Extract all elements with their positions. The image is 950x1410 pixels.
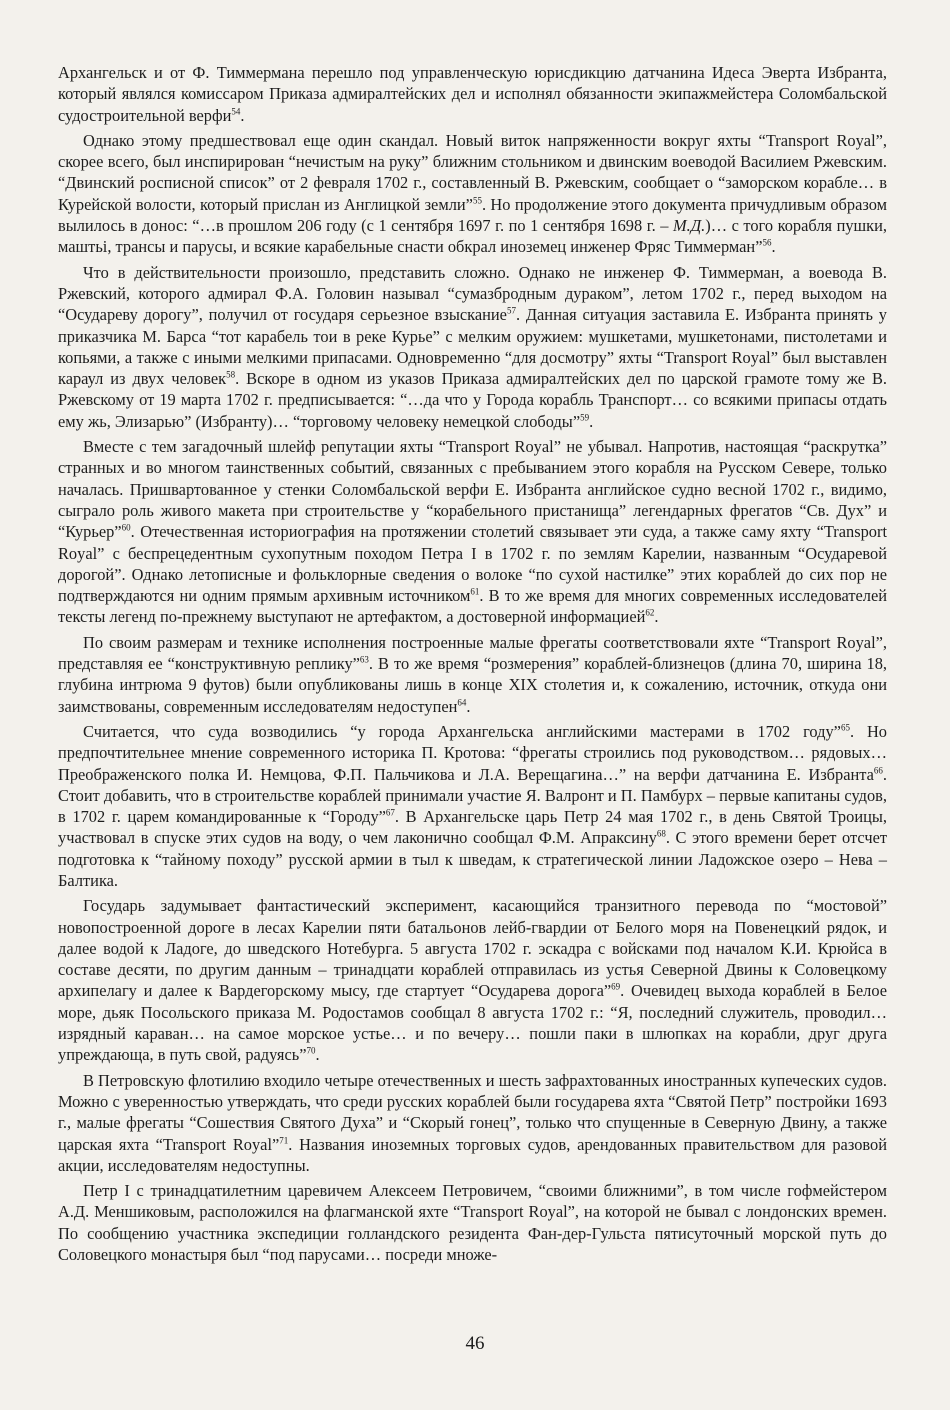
text-run: . xyxy=(315,1045,320,1065)
text-run: По своим размерам и технике исполнения построенные малые фрегаты соответствовали яхте “Transport Royal”, представляя ее “конструктивную реплику” xyxy=(58,632,887,674)
paragraph xyxy=(58,721,887,891)
footnote-marker: 64 xyxy=(457,697,467,708)
footnote-marker: 70 xyxy=(306,1045,316,1056)
footnote-marker: 58 xyxy=(226,369,236,380)
footnote-marker: 56 xyxy=(762,237,772,248)
text-run: Считается, что суда возводились “у города Архангельска английскими мастерами в 1702 году” xyxy=(83,721,841,741)
text-run: . xyxy=(466,696,471,716)
text-run: . С этого времени берет отсчет подготовка к “тайному походу” русской армии в тыл к шведам, к стратегической линии Ладожское озеро – Нева – Балтика. xyxy=(58,828,888,890)
footnote-marker: 67 xyxy=(385,807,395,818)
text-run: Государь задумывает фантастический эксперимент, касающийся транзитного перевода по “мостовой” новопостроенной дороге в лесах Карелии пяти батальонов лейб-гвардии от Белого моря на Повенецкий рядок, и далее водой к Ладоге, до шведского Нотебурга. 5 августа 1702 г. эскадра с войсками под началом К.И. Крюйса в составе десяти, по другим данным – тринадцати кораблей отправилась из устья Северной Двины к Соловецкому архипелагу и далее к Вардегорскому мысу, где стартует “Осударева дорога” xyxy=(58,896,887,1001)
text-run: Петр I с тринадцатилетним царевичем Алексеем Петровичем, “своими ближними”, в том числе гофмейстером А.Д. Меншиковым, расположился на флагманской яхте “Transport Royal”, на которой не бывал с лондонских времен. По сообщению участника экспедиции голландского резидента Фан-дер-Гульста пятисуточный морской путь до Соловецкого монастыря был “под парусами… посреди множе- xyxy=(58,1181,887,1265)
text-run: Однако этому предшествовал еще один скандал. Новый виток напряженности вокруг яхты “Transport Royal”, скорее всего, был инспирирован “нечистым на руку” ближним стольником и двинским воеводой Василием Ржевским. “Двинский росписной список” от 2 февраля 1702 г., составленный В. Ржевским, сообщает о “заморском корабле… в Курейской волости, который прислан из Англицкой земли” xyxy=(58,130,887,214)
text-run: . xyxy=(771,237,776,257)
paragraph xyxy=(58,632,887,717)
text-run: . Стоит добавить, что в строительстве кораблей принимали участие Я. Валронт и П. Памбурх – первые капитаны судов, в 1702 г. царем командированные к “Городу” xyxy=(58,764,887,827)
paragraph xyxy=(58,62,887,126)
paragraph xyxy=(58,1180,887,1265)
text-run: Архангельск и от Ф. Тиммермана перешло под управленческую юрисдикцию датчанина Идеса Эверта Избранта, который являлся комиссаром Приказа адмиралтейских дел и исполнял обязанности экипажмейстера Соломбальской судостроительной верфи xyxy=(58,63,887,125)
text-run: . Но предпочтительнее мнение современного историка П. Кротова: “фрегаты строились под руководством… рядовых… Преображенского полка И. Немцова, Ф.П. Пальчикова и Л.А. Верещагина…” на верфи датчанина Е. Избранта xyxy=(58,721,887,784)
paragraph xyxy=(58,895,887,1065)
italic-initials: М.Д. xyxy=(672,216,706,236)
page-body xyxy=(58,62,887,1269)
text-run: Что в действительности произошло, представить сложно. Однако не инженер Ф. Тиммерман, а воевода В. Ржевский, которого адмирал Ф.А. Головин называл “сумазбродным дураком”, летом 1702 г., перед выходом на “Осудареву дорогу”, получил от государя серьезное взыскание xyxy=(58,262,887,325)
text-run: . В то же время “розмерения” кораблей-близнецов (длина 70, ширина 18, глубина интрюма 9 футов) были опубликованы лишь в конце XIX столетия и, к сожалению, источник, откуда они заимствованы, современным исследователям недоступен xyxy=(58,654,887,716)
footnote-marker: 66 xyxy=(873,765,883,776)
paragraph xyxy=(58,1070,887,1176)
footnote-marker: 65 xyxy=(840,722,850,733)
footnote-marker: 68 xyxy=(656,828,666,839)
footnote-marker: 71 xyxy=(279,1135,289,1146)
paragraph xyxy=(58,262,887,432)
text-run: . Данная ситуация заставила Е. Избранта принять у приказчика М. Барса “тот карабель тои в реке Курье” с мелким оружием: мушкетами, мушкетонами, пистолетами и копьями, а также с иными мелкими припасами. Одновременно “для досмотру” яхты “Transport Royal” был выставлен караул из двух человек xyxy=(58,305,887,389)
text-run: )… с того корабля пушки, маштьі, трансы и парусы, и всякие карабельные снасти обкрал иноземец инженер Фряс Тиммерман” xyxy=(58,216,887,257)
footnote-marker: 57 xyxy=(506,305,516,316)
text-run: . В то же время для многих современных исследователей тексты легенд по-прежнему выступают не артефактом, а достоверной информацией xyxy=(58,586,887,627)
footnote-marker: 59 xyxy=(580,412,590,423)
footnote-marker: 60 xyxy=(121,522,131,533)
text-run: . Очевидец выхода кораблей в Белое море, дьяк Посольского приказа М. Родостамов сообщал 8 августа 1702 г.: “Я, последний служитель, проводил… изрядный караван… на самое морское устье… и по вечеру… пошли паки в шлюпках на корабли, друг друга упреждающа, в путь свой, радуясь” xyxy=(58,981,887,1065)
footnote-marker: 55 xyxy=(472,195,482,206)
text-run: . xyxy=(654,607,659,627)
text-run: В Петровскую флотилию входило четыре отечественных и шесть зафрахтованных иностранных купеческих судов. Можно с уверенностью утверждать, что среди русских кораблей были государева яхта “Святой Петр” постройки 1693 г., малые фрегаты “Сошествия Святого Духа” и “Скорый гонец”, только что спущенные в Северную Двину, а также царская яхта “Transport Royal” xyxy=(58,1070,887,1154)
text-run: . Названия иноземных торговых судов, арендованных правительством для разовой акции, исследователям недоступны. xyxy=(58,1134,887,1175)
text-run: . В Архангельске царь Петр 24 мая 1702 г., в день Святой Троицы, участвовал в спуске этих судов на воду, о чем лаконично сообщал Ф.М. Апраксину xyxy=(58,807,887,848)
paragraph xyxy=(58,130,887,258)
text-run: . xyxy=(240,105,245,125)
footnote-marker: 69 xyxy=(611,982,621,992)
footnote-marker: 54 xyxy=(231,106,241,117)
paragraph xyxy=(58,436,887,628)
text-run: . Но продолжение этого документа причудливым образом вылилось в донос: “…в прошлом 206 году (с 1 сентября 1697 г. по 1 сентября 1698 г. – xyxy=(58,194,887,236)
footnote-marker: 62 xyxy=(645,607,655,618)
footnote-marker: 63 xyxy=(359,654,369,665)
text-run: . xyxy=(589,411,594,431)
text-run: . Вскоре в одном из указов Приказа адмиралтейских дел по царской грамоте тому же В. Ржевскому от 19 марта 1702 г. предписывается: “…да что у Города корабль Транспорт… со всякими припасы отдать ему жь, Элизарью” (Избранту)… “торговому человеку немецкой слободы” xyxy=(58,369,887,431)
text-run: Вместе с тем загадочный шлейф репутации яхты “Transport Royal” не убывал. Напротив, настоящая “раскрутка” странных и во многом таинственных событий, связанных с пребыванием этого корабля на Русском Севере, только началась. Пришвартованное у стенки Соломбальской верфи Е. Избранта английское судно весной 1702 г., видимо, сыграло роль живого макета при строительстве у “корабельного пристанища” легендарных фрегатов “Св. Дух” и “Курьер” xyxy=(58,437,887,542)
text-run: . Отечественная историография на протяжении столетий связывает эти суда, а также саму яхту “Transport Royal” с беспрецедентным сухопутным походом Петра I в 1702 г. по землям Карелии, названным “Осударевой дорогой”. Однако летописные и фольклорные сведения о волоке “по сухой настилке” этих кораблей до сих пор не подтверждаются ни одним прямым архивным источником xyxy=(58,522,887,606)
footnote-marker: 61 xyxy=(470,586,480,597)
page-number: 46 xyxy=(465,1333,485,1354)
